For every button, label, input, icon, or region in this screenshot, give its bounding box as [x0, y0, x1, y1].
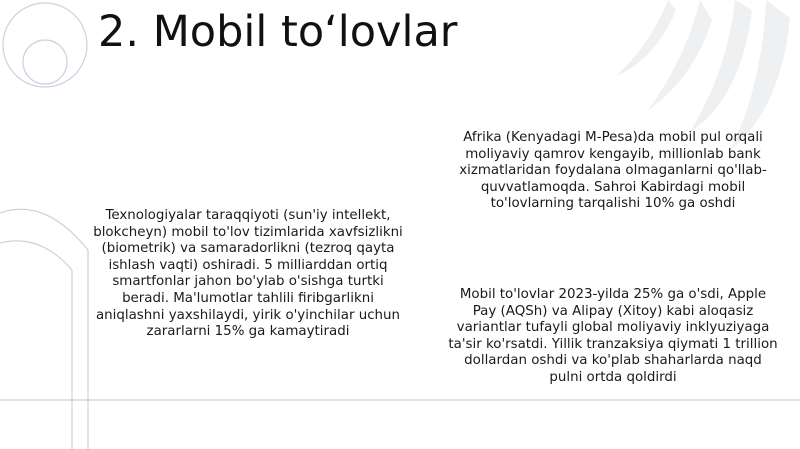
deco-circle-outer — [3, 3, 87, 87]
deco-arch-outer — [0, 209, 88, 449]
leaf-watermark — [616, 0, 790, 150]
deco-arch-inner — [0, 241, 72, 449]
right-top-text-block: Afrika (Kenyadagi M-Pesa)da mobil pul orqali moliyaviy qamrov kengayib, millionlab bank xizmatlaridan foydalana olmaganlarni qo'llab-quvvatlamoqda. Sahroi Kabirdagi mobil to'lovlarning tarqalishi 10% ga oshdi — [459, 130, 767, 212]
left-text-block: Texnologiyalar taraqqiyoti (sun'iy intellekt, blokcheyn) mobil to'lov tizimlarida xavfsizlikni (biometrik) va samaradorlikni (tezroq qayta ishlash vaqti) oshiradi. 5 milliarddan ortiq smartfonlar jahon bo'ylab o'sishga turtki beradi. Ma'lumotlar tahlili firibgarlikni aniqlashni yaxshilaydi, yirik o'yinchilar uchun zararlarni 15% ga kamaytiradi — [93, 208, 403, 340]
slide-title: 2. Mobil to‘lovlar — [98, 7, 458, 57]
deco-circle-inner — [23, 40, 67, 84]
right-bottom-text-block: Mobil to'lovlar 2023-yilda 25% ga o'sdi, Apple Pay (AQSh) va Alipay (Xitoy) kabi aloqasiz variantlar tufayli global moliyaviy inklyuziyaga ta'sir ko'rsatdi. Yillik tranzaksiya qiymati 1 trillion dollardan oshdi va ko'plab shaharlarda naqd pulni ortda qoldirdi — [448, 287, 778, 385]
